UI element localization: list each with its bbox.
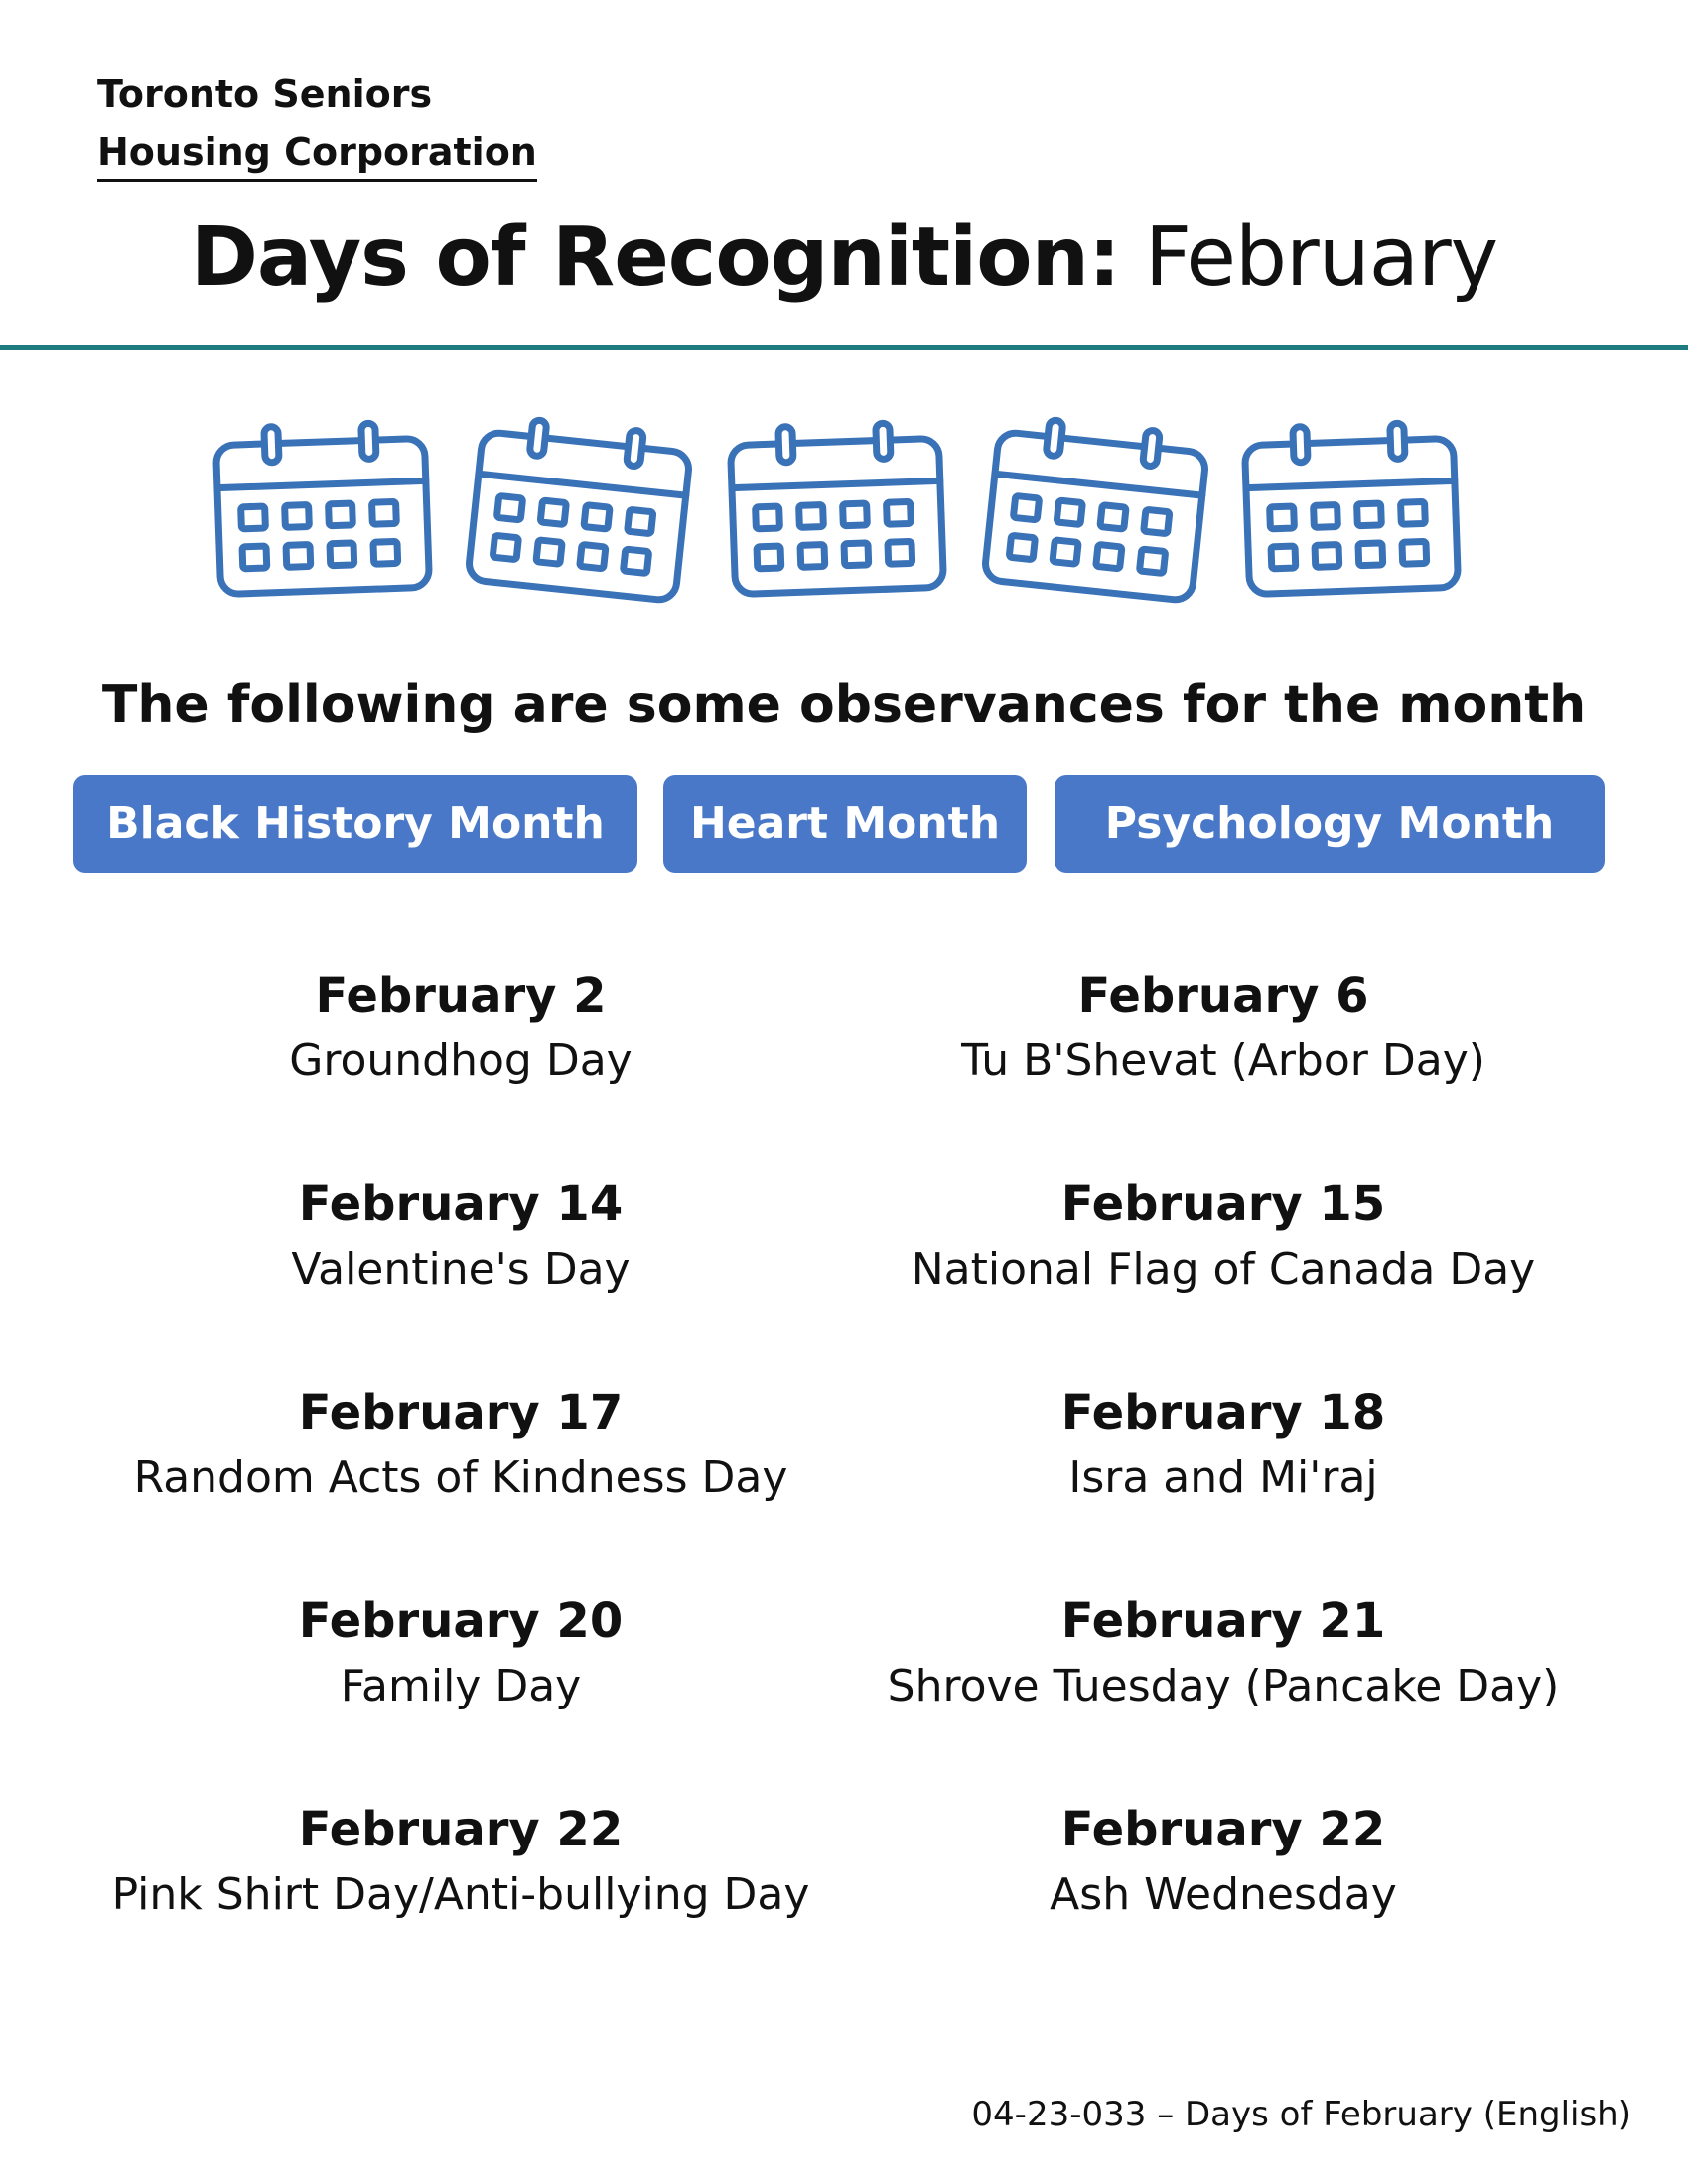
observance-name: Valentine's Day (291, 1244, 631, 1295)
observance-name: Pink Shirt Day/Anti-bullying Day (111, 1869, 810, 1920)
observance-name: Isra and Mi'raj (1068, 1452, 1378, 1503)
observance-name: Family Day (340, 1661, 582, 1711)
observance-item (846, 1797, 1601, 1928)
calendar-icon (460, 397, 698, 635)
observance-date: February 14 (298, 1176, 624, 1232)
document-footer: 04-23-033 – Days of February (English) (971, 2095, 1631, 2134)
observance-item (83, 1588, 838, 1719)
organization-name (97, 66, 537, 182)
observance-item (846, 1380, 1601, 1511)
observance-item (846, 963, 1601, 1094)
black-history-month-badge: Black History Month (73, 775, 637, 873)
calendar-icon (718, 397, 956, 635)
observance-item (83, 963, 838, 1094)
observance-item (846, 1588, 1601, 1719)
observance-item (83, 1797, 838, 1928)
observance-item (83, 1380, 838, 1511)
observance-name: Groundhog Day (289, 1035, 633, 1086)
organization-line2: Housing Corporation (97, 127, 537, 182)
heart-month-badge: Heart Month (663, 775, 1027, 873)
calendar-icon-row (204, 397, 1494, 635)
observance-date: February 21 (1060, 1593, 1386, 1649)
observance-name: Tu B'Shevat (Arbor Day) (961, 1035, 1485, 1086)
observance-date: February 22 (1060, 1802, 1386, 1857)
observance-name: Shrove Tuesday (Pancake Day) (887, 1661, 1560, 1711)
calendar-icon (204, 397, 442, 635)
observance-date: February 20 (298, 1593, 624, 1649)
observance-date: February 17 (298, 1385, 624, 1440)
observances-subtitle: The following are some observances for the month (101, 675, 1587, 735)
observance-date: February 18 (1060, 1385, 1386, 1440)
observance-name: National Flag of Canada Day (911, 1244, 1536, 1295)
observance-date: February 15 (1060, 1176, 1386, 1232)
observance-date: February 2 (315, 968, 607, 1024)
observance-date: February 6 (1077, 968, 1369, 1024)
header-divider (0, 345, 1688, 350)
observance-name: Ash Wednesday (1050, 1869, 1397, 1920)
observance-item (83, 1171, 838, 1302)
observance-name: Random Acts of Kindness Day (133, 1452, 788, 1503)
organization-line1: Toronto Seniors (97, 72, 433, 116)
title-bold: Days of Recognition: (190, 210, 1120, 305)
calendar-icon (976, 397, 1214, 635)
title-month: February (1144, 210, 1498, 305)
page-title (0, 204, 1688, 313)
observance-date: February 22 (298, 1802, 624, 1857)
observance-item (846, 1171, 1601, 1302)
psychology-month-badge: Psychology Month (1055, 775, 1605, 873)
calendar-icon (1232, 397, 1471, 635)
